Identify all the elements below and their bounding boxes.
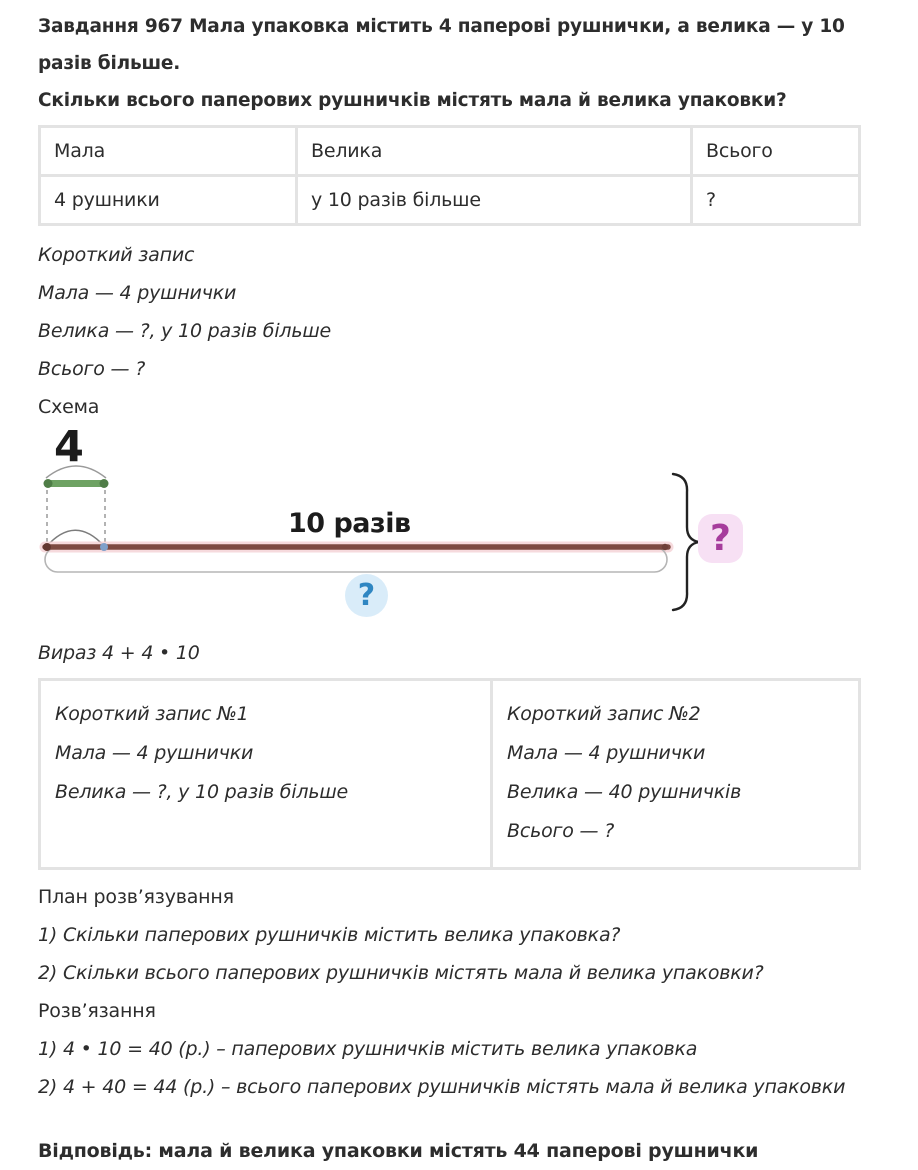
small-bar-left-end bbox=[44, 479, 53, 488]
answer-line: Відповідь: мала й велика упаковки містять 44 паперові рушнички bbox=[38, 1140, 759, 1162]
variant1-title: Короткий запис №1 bbox=[55, 703, 249, 725]
variant2-title: Короткий запис №2 bbox=[507, 703, 701, 725]
condition-header-small: Мала bbox=[40, 127, 297, 176]
condition-header-big: Велика bbox=[297, 127, 692, 176]
variant2-line-total: Всього — ? bbox=[507, 820, 615, 842]
small-bar-right-end bbox=[100, 479, 109, 488]
big-bar-start-dot bbox=[43, 543, 51, 551]
plan-item-2: 2) Скільки всього паперових рушничків містять мала й велика упаковки? bbox=[38, 962, 764, 984]
question-badge-big-pack: ? bbox=[345, 574, 388, 617]
plan-item-1: 1) Скільки паперових рушничків містить велика упаковка? bbox=[38, 924, 621, 946]
question-badge-total: ? bbox=[698, 514, 743, 563]
solution-step-1: 1) 4 • 10 = 40 (р.) – паперових рушничків містить велика упаковка bbox=[38, 1038, 698, 1060]
short-record-variant-1 bbox=[40, 680, 492, 869]
condition-value-small: 4 рушники bbox=[40, 176, 297, 225]
condition-table bbox=[38, 125, 861, 226]
short-record-title: Короткий запис bbox=[38, 244, 195, 266]
problem-statement-line2: Скільки всього паперових рушничків містять мала й велика упаковки? bbox=[38, 90, 787, 111]
condition-header-total: Всього bbox=[692, 127, 860, 176]
solution-title: Розв’язання bbox=[38, 1000, 156, 1022]
small-bar bbox=[45, 480, 107, 487]
short-record-line-big: Велика — ?, у 10 разів більше bbox=[38, 320, 332, 342]
small-bar-value-label: 4 bbox=[54, 422, 84, 472]
variant1-line-small: Мала — 4 рушнички bbox=[55, 742, 254, 764]
big-bar-end-dot bbox=[662, 544, 668, 550]
plan-title: План розв’язування bbox=[38, 886, 234, 908]
unit-mark-dot bbox=[100, 543, 108, 551]
condition-value-big: у 10 разів більше bbox=[297, 176, 692, 225]
solution-step-2: 2) 4 + 40 = 44 (р.) – всього паперових рушничків містять мала й велика упаковки bbox=[38, 1076, 846, 1098]
times-label: 10 разів bbox=[288, 508, 411, 539]
table-row bbox=[40, 127, 860, 176]
short-record-variant-2 bbox=[492, 680, 860, 869]
variant2-line-small: Мала — 4 рушнички bbox=[507, 742, 706, 764]
short-record-line-small: Мала — 4 рушнички bbox=[38, 282, 237, 304]
short-record-variants-table bbox=[38, 678, 861, 870]
scheme-title: Схема bbox=[38, 396, 100, 418]
scheme-drawing bbox=[0, 428, 918, 628]
expression-label: Вираз 4 + 4 • 10 bbox=[38, 642, 200, 664]
short-record-line-total: Всього — ? bbox=[38, 358, 146, 380]
table-row bbox=[40, 680, 860, 869]
variant1-line-big: Велика — ?, у 10 разів більше bbox=[55, 781, 349, 803]
total-brace bbox=[673, 474, 699, 610]
variant2-line-big: Велика — 40 рушничків bbox=[507, 781, 742, 803]
scheme-diagram bbox=[0, 422, 918, 628]
table-row bbox=[40, 176, 860, 225]
condition-value-total: ? bbox=[692, 176, 860, 225]
problem-statement-line1: Завдання 967 Мала упаковка містить 4 паперові рушнички, а велика — у 10 разів більше. bbox=[38, 16, 845, 74]
